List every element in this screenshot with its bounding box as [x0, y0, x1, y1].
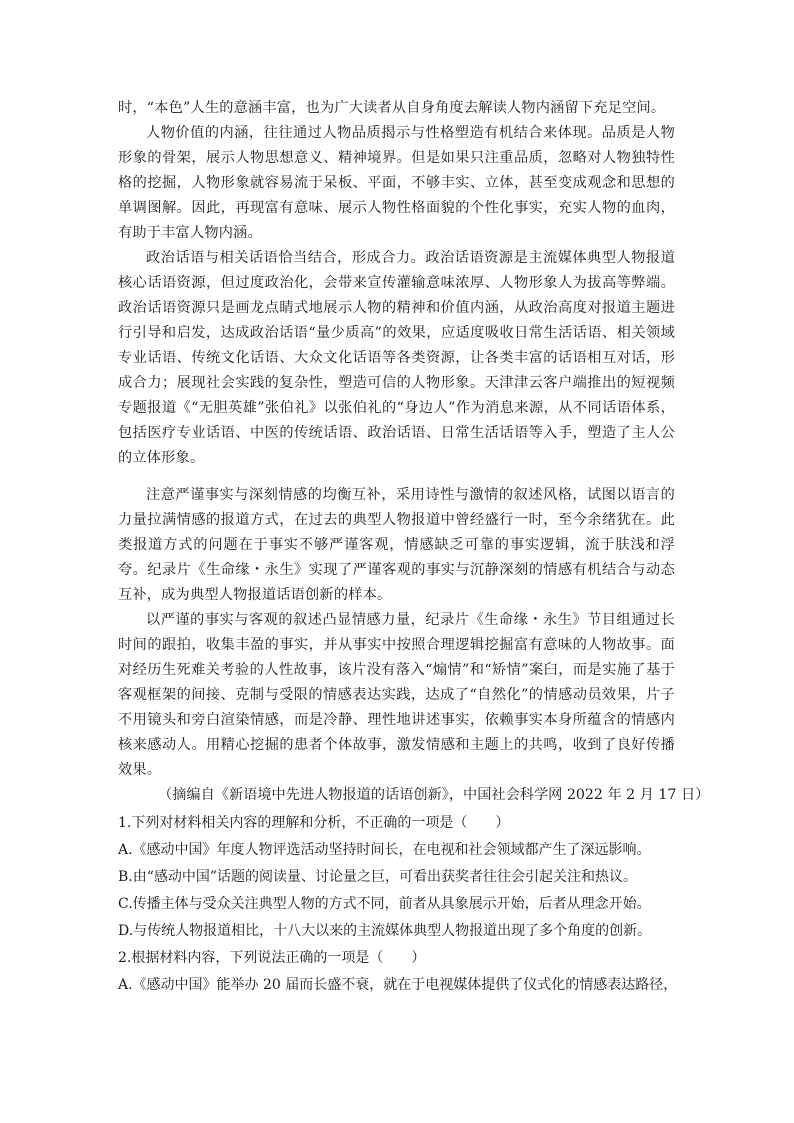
question-1-option-c: C.传播主体与受众关注典型人物的方式不同，前者从具象展示开始，后者从理念开始。 — [118, 896, 651, 912]
question-2-option-a: A.《感动中国》能举办 20 届而长盛不衰，就在于电视媒体提供了仪式化的情感表达路径， — [118, 977, 678, 993]
question-1-option-a: A.《感动中国》年度人物评选活动坚持时间长，在电视和社会领域都产生了深远影响。 — [118, 842, 651, 858]
paragraph-political-discourse: 政治话语与相关话语恰当结合，形成合力。政治话语资源是主流媒体典型人物报道核心话语资源，但过度政治化，会带来宣传灌输意味浓厚、人物形象人为拔高等弊端。政治话语资源只是画龙点睛式地展示人物的精神和价值内涵，从政治高度对报道主题进行引导和启发，达成政治话语“量少质高”的效果，应适度吸收日常生活话语、相关领域专业话语、传统文化话语、大众文化话语等各类资源，让各类丰富的话语相互对话，形成合力；展现社会实践的复杂性，塑造可信的人物形象。天津津云客户端推出的短视频专题报道《“无胆英雄”张伯礼》以张伯礼的“身边人”作为消息来源，从不同话语体系，包括医疗专业话语、中医的传统话语、政治话语、日常生活话语等入手，塑造了主人公的立体形象。 — [118, 250, 675, 466]
source-citation: （摘编自《新语境中先进人物报道的话语创新》，中国社会科学网 2022 年 2 月 17 日） — [158, 787, 710, 803]
question-1-stem: 1.下列对材料相关内容的理解和分析，不正确的一项是（ ） — [118, 815, 510, 831]
article-body — [118, 96, 710, 999]
paragraph-documentary-example: 以严谨的事实与客观的叙述凸显情感力量，纪录片《生命缘・永生》节目组通过长时间的跟拍，收集丰盈的事实，并从事实中按照合理逻辑挖掘富有意味的人物故事。面对经历生死难关考验的人性故事，该片没有落入“煽情”和“矫情”案臼，而是实施了基于客观框架的间接、克制与受限的情感表达实践，达成了“自然化”的情感动员效果，片子不用镜头和旁白渲染情感，而是冷静、理性地讲述事实，依赖事实本身所蕴含的情感内核来感动人。用精心挖掘的患者个体故事，激发情感和主题上的共鸣，收到了良好传播效果。 — [118, 612, 675, 778]
question-1-option-b: B.由“感动中国”话题的阅读量、讨论量之巨，可看出获奖者往往会引起关注和热议。 — [118, 869, 638, 885]
paragraph-fact-emotion-balance: 注意严谨事实与深刻情感的均衡互补，采用诗性与激情的叙述风格，试图以语言的力量拉满情感的报道方式，在过去的典型人物报道中曾经盛行一时，至今余绪犹在。此类报道方式的问题在于事实不够严谨客观，情感缺乏可靠的事实逻辑，流于肤浅和浮夸。纪录片《生命缘・永生》实现了严谨客观的事实与沉静深刻的情感有机结合与动态互补，成为典型人物报道话语创新的样本。 — [118, 487, 675, 603]
paragraph-continuation: 时，“本色”人生的意涵丰富，也为广大读者从自身角度去解读人物内涵留下充足空间。 — [118, 100, 666, 116]
question-1-option-d: D.与传统人物报道相比，十八大以来的主流媒体典型人物报道出现了多个角度的创新。 — [118, 923, 652, 939]
question-2-stem: 2.根据材料内容，下列说法正确的一项是（ ） — [118, 950, 426, 966]
paragraph-character-value: 人物价值的内涵，往往通过人物品质揭示与性格塑造有机结合来体现。品质是人物形象的骨架，展示人物思想意义、精神境界。但是如果只注重品质，忽略对人物独特性格的挖掘，人物形象就容易流于呆板、平面，不够丰实、立体，甚至变成观念和思想的单调图解。因此，再现富有意味、展示人物性格面貌的个性化事实，充实人物的血肉，有助于丰富人物内涵。 — [118, 125, 675, 241]
